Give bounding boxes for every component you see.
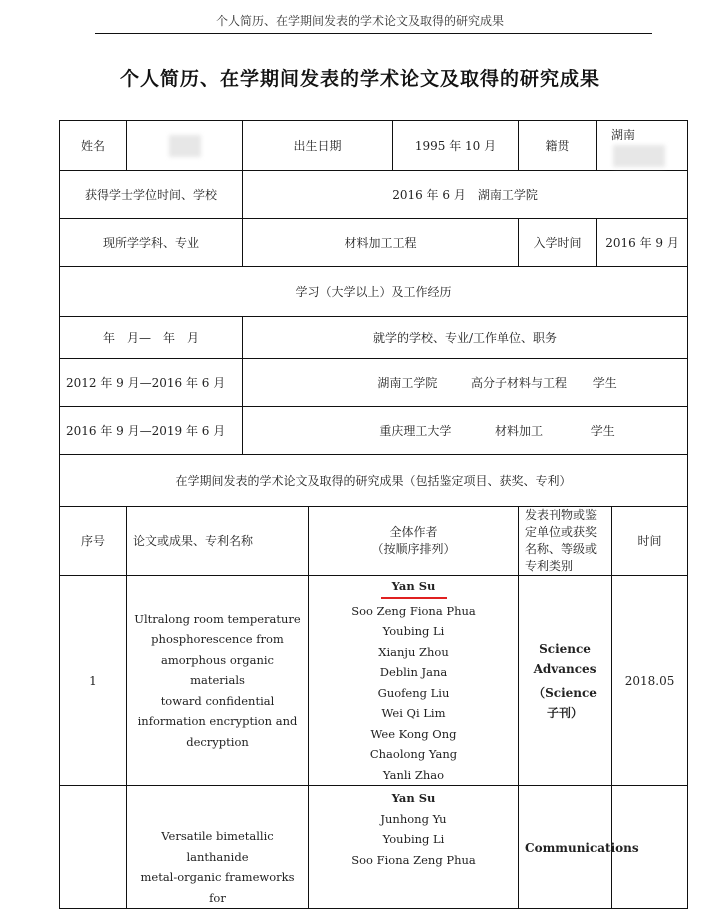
enroll-label: 入学时间 (519, 219, 597, 267)
pub-title-line: information encryption and (137, 714, 298, 729)
experience-detail (243, 359, 688, 407)
experience-school: 重庆理工大学 (379, 423, 452, 438)
experience-header-row (60, 317, 688, 359)
experience-major: 高分子材料与工程 (471, 375, 568, 390)
pub-venue-journal: Communications (525, 841, 639, 855)
author: Soo Zeng Fiona Phua (351, 603, 476, 618)
pub-title-line: Ultralong room temperature (134, 611, 301, 626)
header-rule (95, 33, 652, 34)
experience-section-title: 学习（大学以上）及工作经历 (60, 267, 688, 317)
experience-school: 湖南工学院 (377, 375, 438, 390)
pub-title (127, 786, 309, 909)
author: Deblin Jana (379, 665, 448, 679)
pub-venue-header: 发表刊物或鉴定单位或获奖名称、等级或专利类别 (519, 507, 612, 576)
publications-header-row (60, 507, 688, 576)
birth-value: 1995 年 10 月 (393, 121, 519, 171)
author: Youbing Li (382, 832, 445, 846)
author: Chaolong Yang (369, 747, 458, 761)
author: Guofeng Liu (377, 685, 450, 700)
lead-author: Yan Su (391, 579, 436, 593)
pub-authors (309, 786, 519, 909)
author: Yanli Zhao (382, 767, 445, 782)
personal-row (60, 121, 688, 171)
origin-value (597, 121, 688, 171)
pub-authors-header-note: （按顺序排列） (371, 542, 456, 556)
pub-venue (519, 576, 612, 786)
experience-period-header: 年 月— 年 月 (60, 317, 243, 359)
pub-no (60, 786, 127, 909)
experience-role: 学生 (592, 375, 617, 390)
pub-venue-note: （Science 子刊） (533, 685, 609, 720)
experience-row (60, 359, 688, 407)
publication-row (60, 786, 688, 909)
page-title: 个人简历、在学期间发表的学术论文及取得的研究成果 (119, 68, 600, 90)
pub-time: 2018.05 (612, 576, 688, 786)
pub-title-line: Versatile bimetallic lanthanide (161, 829, 274, 864)
publications-section-row (60, 455, 688, 507)
origin-label: 籍贯 (519, 121, 597, 171)
pub-no-header: 序号 (60, 507, 127, 576)
publications-section-title: 在学期间发表的学术论文及取得的研究成果（包括鉴定项目、获奖、专利） (60, 455, 688, 507)
redacted-name (169, 135, 201, 157)
bachelor-row (60, 171, 688, 219)
enroll-value: 2016 年 9 月 (597, 219, 688, 267)
experience-detail (243, 407, 688, 455)
publication-row (60, 576, 688, 786)
lead-author: Yan Su (391, 791, 436, 805)
resume-table (59, 120, 688, 909)
experience-period: 2016 年 9 月—2019 年 6 月 (60, 407, 243, 455)
author: Wei Qi Lim (381, 706, 446, 720)
pub-no: 1 (60, 576, 127, 786)
pub-venue-journal: Science Advances (533, 641, 597, 676)
experience-section-row (60, 267, 688, 317)
pub-venue (519, 786, 639, 909)
pub-authors-header (309, 507, 519, 576)
pub-authors-header-text: 全体作者 (389, 525, 438, 539)
author: Youbing Li (382, 624, 445, 638)
author: Soo Fiona Zeng Phua (351, 852, 476, 867)
name-label: 姓名 (60, 121, 127, 171)
author: Xianju Zhou (378, 644, 449, 659)
experience-period: 2012 年 9 月—2016 年 6 月 (60, 359, 243, 407)
experience-major: 材料加工 (495, 423, 544, 438)
pub-title-line: metal-organic frameworks for (140, 870, 295, 905)
author: Junhong Yu (380, 811, 447, 826)
pub-title-line: phosphorescence from (151, 632, 284, 647)
pub-title (127, 576, 309, 786)
pub-title-line: amorphous organic materials (160, 652, 274, 688)
current-value: 材料加工工程 (243, 219, 519, 267)
current-row (60, 219, 688, 267)
pub-title-line: decryption (186, 734, 249, 749)
pub-authors (309, 576, 519, 786)
current-label: 现所学学科、专业 (60, 219, 243, 267)
bachelor-value: 2016 年 6 月 湖南工学院 (243, 171, 688, 219)
author: Wee Kong Ong (370, 726, 457, 741)
origin-text: 湖南 (611, 127, 636, 142)
birth-label: 出生日期 (243, 121, 393, 171)
experience-row (60, 407, 688, 455)
bachelor-label: 获得学士学位时间、学校 (60, 171, 243, 219)
pub-title-header: 论文或成果、专利名称 (127, 507, 309, 576)
pub-time-header: 时间 (612, 507, 688, 576)
lead-author-underline (381, 597, 447, 599)
redacted-origin (613, 145, 665, 167)
experience-role: 学生 (590, 423, 615, 438)
pub-title-line: toward confidential (160, 693, 275, 708)
running-header: 个人简历、在学期间发表的学术论文及取得的研究成果 (215, 14, 504, 28)
name-value (127, 121, 243, 171)
experience-detail-header: 就学的学校、专业/工作单位、职务 (243, 317, 688, 359)
